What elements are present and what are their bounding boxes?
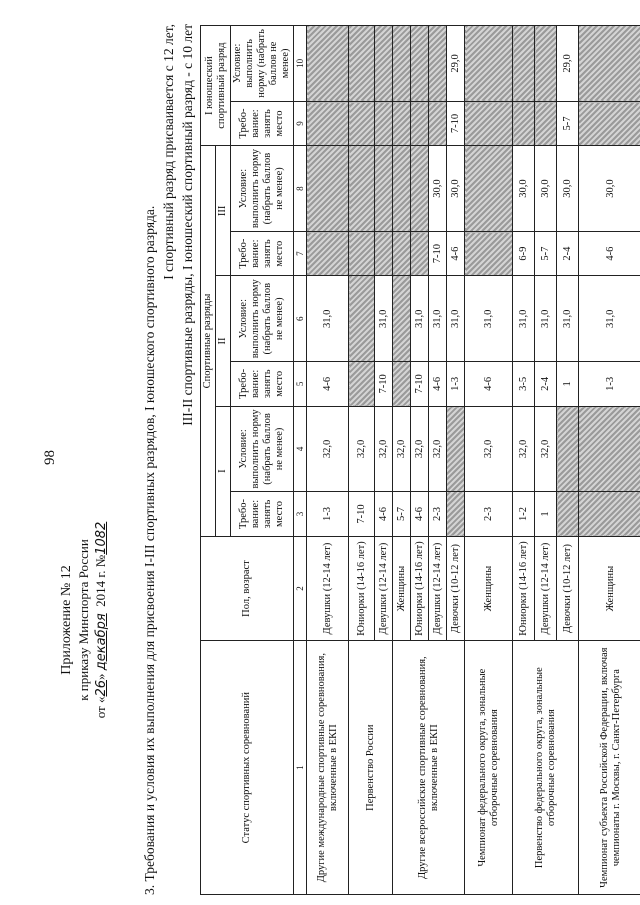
place-requirement: 2-4 — [557, 231, 579, 276]
column-index: 7 — [294, 231, 307, 276]
competition-status: Другие международные спортивные соревнования, включенные в ЕКП — [307, 641, 349, 895]
date-mid: » — [93, 670, 108, 680]
place-requirement: 7-10 — [447, 101, 465, 146]
place-requirement: 4-6 — [447, 231, 465, 276]
competition-status: Другие всероссийские спортивные соревнования, включенные в ЕКП — [393, 641, 465, 895]
gender-age: Юниорки (14-16 лет) — [513, 536, 535, 641]
table-row — [393, 26, 411, 895]
column-index-row — [294, 26, 307, 895]
place-requirement — [465, 101, 513, 146]
place-requirement — [349, 362, 375, 407]
place-requirement: 2-3 — [429, 492, 447, 537]
column-index: 2 — [294, 536, 307, 641]
gender-age: Женщины — [579, 536, 640, 641]
place-requirement — [307, 101, 349, 146]
place-requirement — [411, 101, 429, 146]
place-requirement — [307, 231, 349, 276]
date-number: 1082 — [94, 521, 109, 555]
gender-age: Девушки (12-14 лет) — [535, 536, 557, 641]
header-sport-ranks: Спортивные разряды — [201, 146, 216, 537]
table-row — [513, 26, 535, 895]
place-requirement: 7-10 — [429, 231, 447, 276]
gender-age: Женщины — [465, 536, 513, 641]
points-norm — [465, 146, 513, 232]
place-requirement: 2-3 — [465, 492, 513, 537]
points-norm: 30,0 — [579, 146, 640, 232]
points-norm — [465, 26, 513, 102]
header-rank-2: II — [216, 276, 231, 406]
subtitle-rank-1: I спортивный разряд присваивается с 12 лет, — [161, 24, 176, 280]
header-cond: Условие: выполнить норму (набрать баллов не менее) — [231, 26, 294, 102]
points-norm — [375, 26, 393, 102]
subtitle-ranks-2-3: III-II спортивные разряды, I юношеский спортивный разряд - с 10 лет — [180, 24, 195, 426]
points-norm: 32,0 — [375, 406, 393, 492]
header-rank-3: III — [216, 146, 231, 276]
place-requirement: 4-6 — [307, 362, 349, 407]
header-req: Требо-вание: занять место — [231, 231, 294, 276]
competition-status: Чемпионат субъекта Российской Федерации, включая чемпионаты г. Москвы, г. Санкт-Петербурга — [579, 641, 640, 895]
header-cond: Условие: выполнить норму (набрать баллов не менее) — [231, 146, 294, 232]
gender-age: Женщины — [393, 536, 411, 641]
table-row — [579, 26, 640, 895]
points-norm — [411, 146, 429, 232]
place-requirement — [579, 101, 640, 146]
header-req: Требо-вание: занять место — [231, 492, 294, 537]
points-norm: 30,0 — [447, 146, 465, 232]
points-norm — [557, 406, 579, 492]
date-prefix: от « — [93, 696, 108, 719]
points-norm: 31,0 — [465, 276, 513, 362]
place-requirement: 1-3 — [307, 492, 349, 537]
points-norm: 31,0 — [535, 276, 557, 362]
points-norm — [535, 26, 557, 102]
points-norm: 32,0 — [535, 406, 557, 492]
place-requirement: 4-6 — [375, 492, 393, 537]
place-requirement — [375, 101, 393, 146]
points-norm: 31,0 — [411, 276, 429, 362]
points-norm: 31,0 — [557, 276, 579, 362]
points-norm — [393, 276, 411, 362]
requirements-table — [200, 25, 640, 895]
place-requirement — [349, 231, 375, 276]
place-requirement: 4-6 — [411, 492, 429, 537]
header-gender-age: Пол, возраст — [201, 536, 294, 641]
points-norm: 32,0 — [513, 406, 535, 492]
points-norm: 30,0 — [557, 146, 579, 232]
date-year: 2014 г. № — [93, 554, 108, 607]
place-requirement — [579, 492, 640, 537]
place-requirement: 4-6 — [465, 362, 513, 407]
points-norm — [349, 276, 375, 362]
points-norm — [307, 26, 349, 102]
points-norm — [393, 26, 411, 102]
place-requirement — [349, 101, 375, 146]
points-norm: 32,0 — [349, 406, 375, 492]
gender-age: Юниорки (14-16 лет) — [349, 536, 375, 641]
place-requirement — [393, 231, 411, 276]
column-index: 9 — [294, 101, 307, 146]
points-norm — [349, 146, 375, 232]
place-requirement — [375, 231, 393, 276]
place-requirement: 1 — [557, 362, 579, 407]
competition-status: Чемпионат федерального округа, зональные отборочные соревнования — [465, 641, 513, 895]
competition-status: Первенство федерального округа, зональные отборочные соревнования — [513, 641, 579, 895]
points-norm — [579, 406, 640, 492]
place-requirement: 1-3 — [447, 362, 465, 407]
points-norm: 32,0 — [465, 406, 513, 492]
points-norm: 30,0 — [429, 146, 447, 232]
points-norm: 29,0 — [447, 26, 465, 102]
gender-age: Девочки (10-12 лет) — [447, 536, 465, 641]
place-requirement — [411, 231, 429, 276]
place-requirement: 6-9 — [513, 231, 535, 276]
points-norm: 31,0 — [429, 276, 447, 362]
points-norm — [579, 26, 640, 102]
place-requirement: 5-7 — [535, 231, 557, 276]
section-title: 3. Требования и условия их выполнения для присвоения I-III спортивных разрядов, I юношеского спортивного разряда. — [142, 205, 157, 895]
points-norm: 31,0 — [375, 276, 393, 362]
place-requirement: 4-6 — [429, 362, 447, 407]
place-requirement: 1 — [535, 492, 557, 537]
header-cond: Условие: выполнить норму (набрать баллов не менее) — [231, 276, 294, 362]
competition-status: Первенство России — [349, 641, 393, 895]
points-norm — [429, 26, 447, 102]
points-norm: 32,0 — [429, 406, 447, 492]
place-requirement — [429, 101, 447, 146]
place-requirement: 7-10 — [349, 492, 375, 537]
appendix-title: Приложение № 12 — [59, 565, 74, 675]
appendix-order: к приказу Минспорта России — [76, 539, 91, 701]
page-number: 98 — [42, 450, 58, 465]
column-index: 6 — [294, 276, 307, 362]
column-index: 1 — [294, 641, 307, 895]
header-cond: Условие: выполнить норму (набрать баллов не менее) — [231, 406, 294, 492]
table-row — [465, 26, 513, 895]
points-norm — [307, 146, 349, 232]
table-row — [307, 26, 349, 895]
place-requirement: 1-2 — [513, 492, 535, 537]
place-requirement: 3-5 — [513, 362, 535, 407]
column-index: 10 — [294, 26, 307, 102]
points-norm — [447, 406, 465, 492]
header-rank-1: I — [216, 406, 231, 536]
points-norm: 32,0 — [393, 406, 411, 492]
place-requirement: 1-3 — [579, 362, 640, 407]
place-requirement — [465, 231, 513, 276]
gender-age: Девушки (12-14 лет) — [307, 536, 349, 641]
header-req: Требо-вание: занять место — [231, 362, 294, 407]
column-index: 4 — [294, 406, 307, 492]
date-day: 26 — [94, 679, 109, 697]
place-requirement — [557, 492, 579, 537]
place-requirement: 5-7 — [393, 492, 411, 537]
gender-age: Девушки (12-14 лет) — [429, 536, 447, 641]
gender-age: Девочки (10-12 лет) — [557, 536, 579, 641]
place-requirement: 4-6 — [579, 231, 640, 276]
place-requirement — [393, 362, 411, 407]
points-norm: 32,0 — [411, 406, 429, 492]
points-norm — [411, 26, 429, 102]
table-body — [307, 26, 640, 895]
column-index: 5 — [294, 362, 307, 407]
header-status: Статус спортивных соревнований — [201, 641, 294, 895]
appendix-date — [92, 470, 110, 770]
points-norm: 32,0 — [307, 406, 349, 492]
table-row — [349, 26, 375, 895]
appendix-block — [58, 470, 110, 770]
place-requirement: 7-10 — [375, 362, 393, 407]
points-norm: 31,0 — [307, 276, 349, 362]
points-norm — [513, 26, 535, 102]
points-norm — [393, 146, 411, 232]
points-norm: 31,0 — [579, 276, 640, 362]
place-requirement: 5-7 — [557, 101, 579, 146]
points-norm: 30,0 — [513, 146, 535, 232]
column-index: 3 — [294, 492, 307, 537]
place-requirement — [513, 101, 535, 146]
place-requirement — [535, 101, 557, 146]
gender-age: Юниорки (14-16 лет) — [411, 536, 429, 641]
header-youth-rank: I юношеский спортивный разряд — [201, 26, 231, 146]
place-requirement: 7-10 — [411, 362, 429, 407]
place-requirement: 2-4 — [535, 362, 557, 407]
points-norm: 30,0 — [535, 146, 557, 232]
points-norm — [375, 146, 393, 232]
place-requirement — [393, 101, 411, 146]
date-month: декабря — [94, 613, 109, 671]
gender-age: Девушки (12-14 лет) — [375, 536, 393, 641]
points-norm: 29,0 — [557, 26, 579, 102]
header-req: Требо-вание: занять место — [231, 101, 294, 146]
place-requirement — [447, 492, 465, 537]
points-norm: 31,0 — [513, 276, 535, 362]
column-index: 8 — [294, 146, 307, 232]
points-norm: 31,0 — [447, 276, 465, 362]
points-norm — [349, 26, 375, 102]
